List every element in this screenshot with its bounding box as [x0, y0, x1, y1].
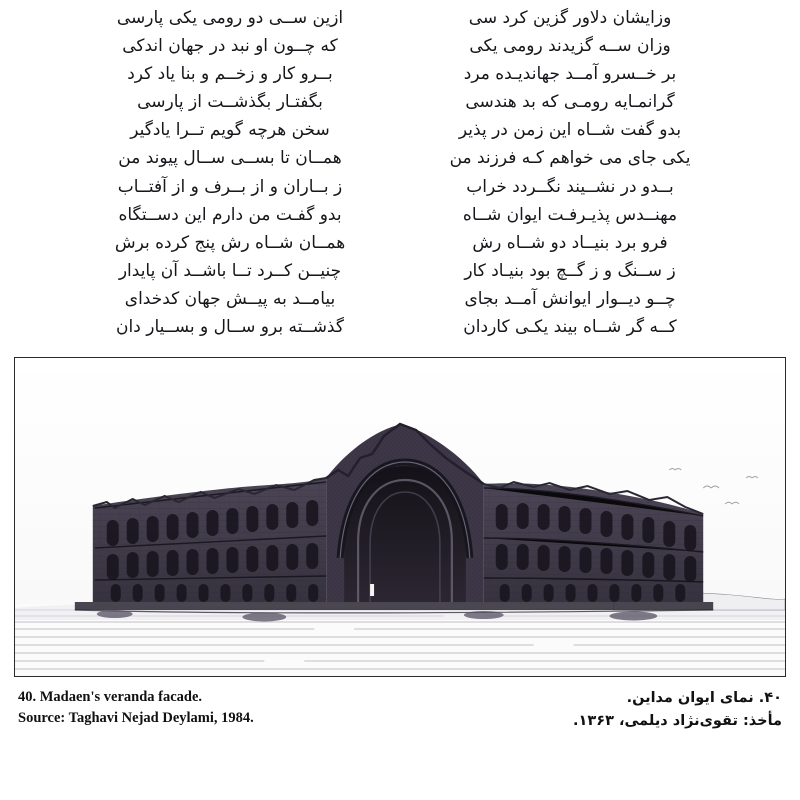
verse-line: چنیــن کــرد تــا باشــد آن پایدار — [118, 260, 342, 281]
verse-line: همــان تا بســی ســال پیوند من — [118, 148, 342, 169]
verse-line: که چــون او نبد در جهان اندکی — [122, 36, 338, 57]
caption-row — [0, 677, 800, 733]
verse-line: بر خــسرو آمــد جهاندیـده مرد — [463, 64, 677, 85]
poem-block — [0, 0, 800, 341]
verse-line: ز بــاران و از بــرف و از آفتــاب — [117, 176, 343, 197]
verse-line: بدو گفت شــاه این زمن در پذیر — [458, 120, 682, 141]
verse-line: بــدو در نشــیند نگــردد خراب — [466, 176, 674, 197]
verse-line: ز ســنگ و ز گــچ بود بنیـاد کار — [464, 260, 676, 281]
poem-column-right — [405, 4, 735, 341]
madaen-veranda-facade-illustration — [15, 358, 785, 676]
caption-english-line1: 40. Madaen's veranda facade. — [18, 689, 203, 706]
verse-line: وزان ســه گزیدند رومی یکی — [469, 36, 671, 57]
figure-frame — [14, 357, 786, 677]
caption-english-line2: Source: Taghavi Nejad Deylami, 1984. — [18, 710, 254, 727]
verse-line: وزایشان دلاور گزین کرد سی — [468, 8, 672, 28]
caption-persian-line2: مأخذ: تقوی‌نژاد دیلمی، ۱۳۶۳. — [573, 713, 782, 730]
poem-column-left — [65, 4, 395, 341]
verse-line: بدو گفـت من دارم این دســتگاه — [118, 204, 342, 225]
caption-english — [18, 687, 254, 729]
verse-line: ازین ســی دو رومی یکی پارسی — [116, 8, 344, 28]
verse-line: یکی جای می خواهم کـه فرزند من — [449, 148, 691, 169]
verse-line: بگفتـار بگذشــت از پارسی — [137, 92, 323, 113]
verse-line: گرانمـایه رومـی که بد هندسی — [465, 92, 675, 113]
caption-persian — [573, 687, 782, 733]
verse-line: بــرو کار و زخــم و بنا یاد کرد — [127, 64, 333, 85]
verse-line: فرو برد بنیــاد دو شــاه رش — [472, 232, 668, 253]
verse-line: مهنــدس پذیـرفـت ایوان شــاه — [462, 204, 678, 225]
verse-line: کــه گر شــاه بیند یکـی کاردان — [463, 317, 677, 338]
verse-line: چــو دیــوار ایوانش آمــد بجای — [464, 288, 676, 309]
verse-line: بیامــد به پیــش جهان کدخدای — [124, 288, 336, 309]
verse-line: گذشــته برو ســال و بســیار دان — [116, 317, 344, 338]
caption-persian-line1: ۴۰. نمای ایوان مداین. — [626, 690, 782, 707]
verse-line: سخن هرچه گویم تــرا یادگیر — [130, 120, 330, 141]
scale-figure — [370, 584, 374, 596]
verse-line: همــان شــاه رش پنج کرده برش — [114, 232, 346, 253]
